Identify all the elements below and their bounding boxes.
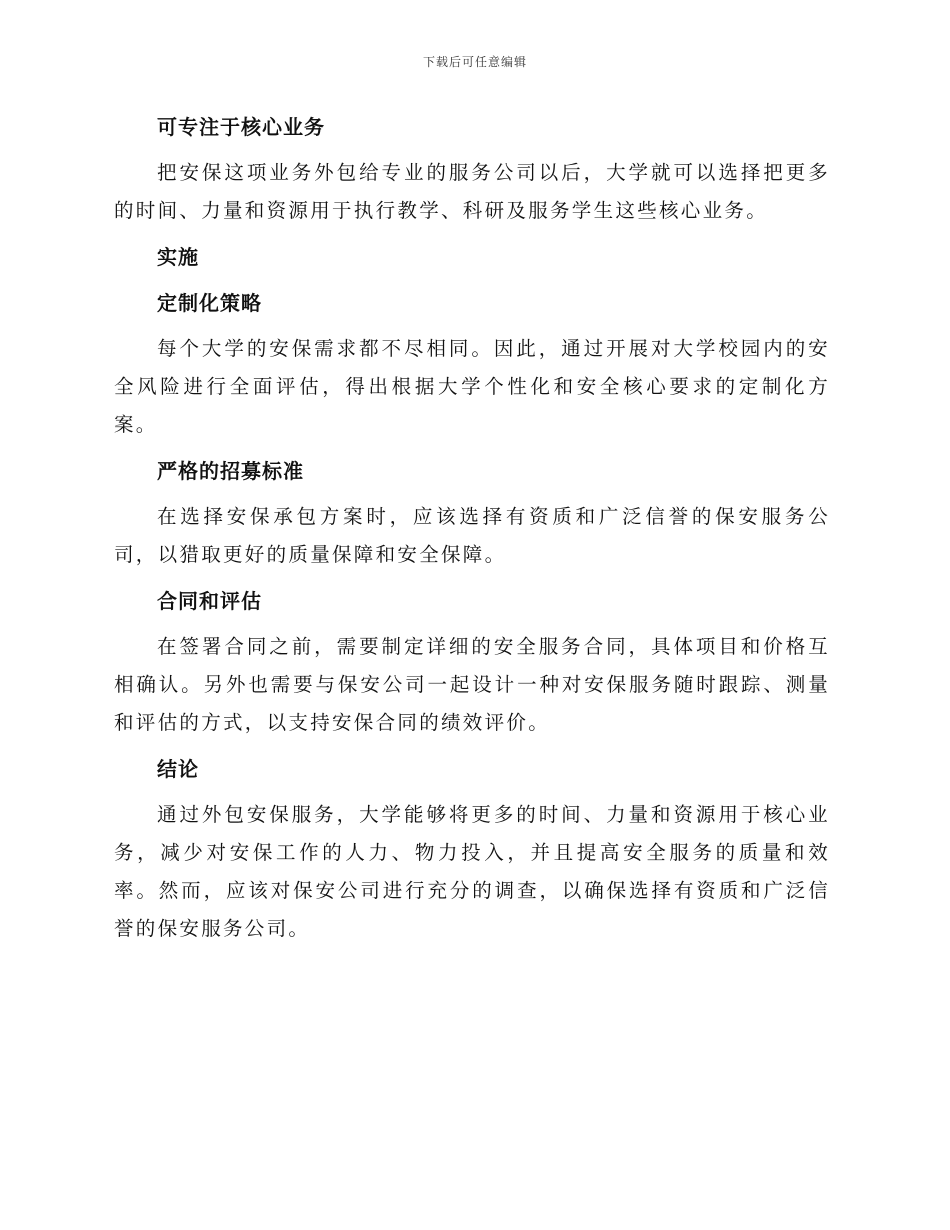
section-heading-implementation: 实施 bbox=[157, 245, 199, 269]
paragraph-contract: 在签署合同之前，需要制定详细的安全服务合同，具体项目和价格互相确认。另外也需要与保安公司一起设计一种对安保服务随时跟踪、测量和评估的方式，以支持安保合同的绩效评价。 bbox=[114, 635, 830, 734]
section-heading-contract: 合同和评估 bbox=[157, 589, 262, 613]
paragraph-recruitment: 在选择安保承包方案时，应该选择有资质和广泛信誉的保安服务公司，以猎取更好的质量保障和安全保障。 bbox=[114, 505, 830, 566]
section-heading-recruitment: 严格的招募标准 bbox=[157, 459, 304, 483]
section-heading-core-business: 可专注于核心业务 bbox=[157, 115, 325, 139]
paragraph-core-business: 把安保这项业务外包给专业的服务公司以后，大学就可以选择把更多的时间、力量和资源用于执行教学、科研及服务学生这些核心业务。 bbox=[114, 161, 830, 222]
section-heading-conclusion: 结论 bbox=[157, 757, 199, 781]
section-heading-customization: 定制化策略 bbox=[157, 291, 262, 315]
document-body bbox=[114, 108, 830, 956]
paragraph-customization: 每个大学的安保需求都不尽相同。因此，通过开展对大学校园内的安全风险进行全面评估，得出根据大学个性化和安全核心要求的定制化方案。 bbox=[114, 337, 830, 436]
page-header-note: 下载后可任意编辑 bbox=[422, 55, 527, 69]
paragraph-conclusion: 通过外包安保服务，大学能够将更多的时间、力量和资源用于核心业务，减少对安保工作的人力、物力投入，并且提高安全服务的质量和效率。然而，应该对保安公司进行充分的调查，以确保选择有资质和广泛信誉的保安服务公司。 bbox=[114, 803, 830, 940]
